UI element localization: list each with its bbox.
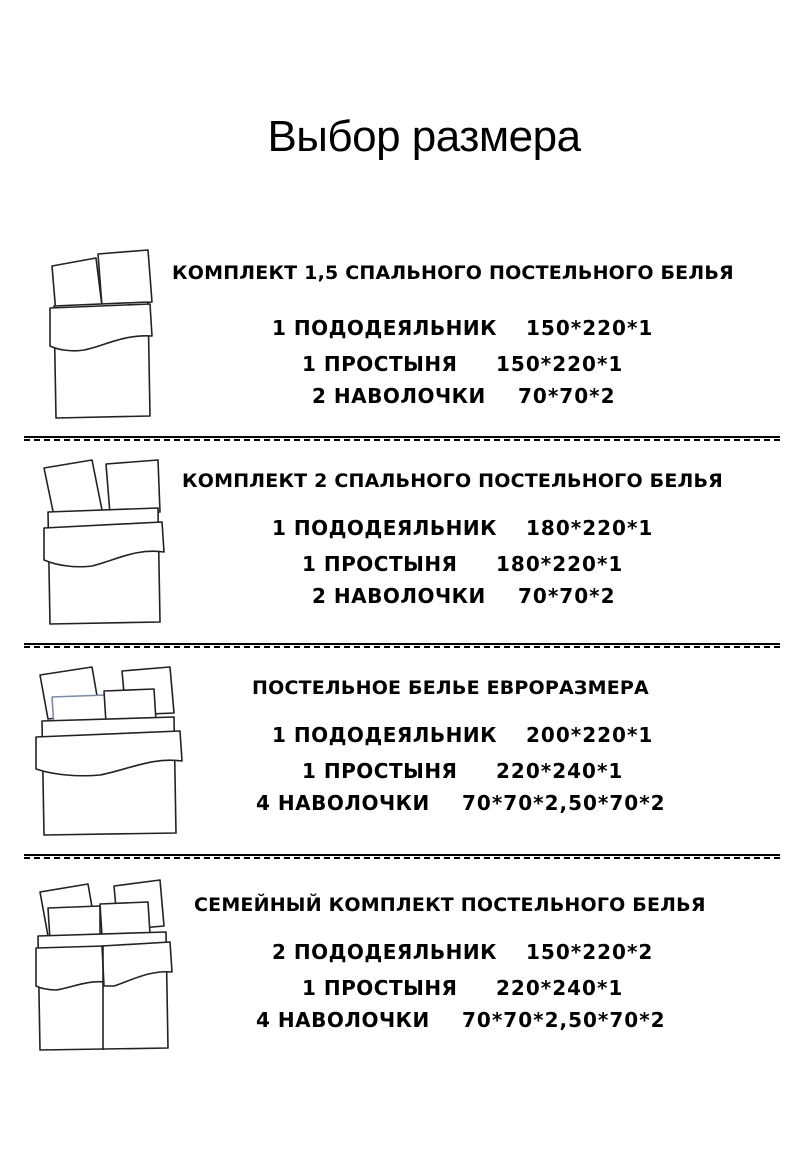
double-bed-two-pillows-icon (40, 456, 170, 632)
item-name: 1 ПРОСТЫНЯ (302, 352, 458, 376)
size-section-double (0, 470, 790, 680)
item-name: 1 ПОДОДЕЯЛЬНИК (272, 723, 497, 747)
item-name: 1 ПОДОДЕЯЛЬНИК (272, 516, 497, 540)
item-size: 70*70*2,50*70*2 (462, 1008, 666, 1032)
page-title: Выбор размера (267, 112, 581, 161)
item-name: 4 НАВОЛОЧКИ (256, 1008, 430, 1032)
item-size: 70*70*2 (518, 384, 616, 408)
item-name: 2 НАВОЛОЧКИ (312, 384, 486, 408)
section-title: КОМПЛЕКТ 2 СПАЛЬНОГО ПОСТЕЛЬНОГО БЕЛЬЯ (182, 470, 724, 492)
item-name: 1 ПОДОДЕЯЛЬНИК (272, 316, 497, 340)
size-section-family (0, 894, 790, 1104)
item-size: 180*220*1 (526, 516, 654, 540)
item-name: 1 ПРОСТЫНЯ (302, 552, 458, 576)
section-title: СЕМЕЙНЫЙ КОМПЛЕКТ ПОСТЕЛЬНОГО БЕЛЬЯ (194, 894, 706, 916)
item-name: 1 ПРОСТЫНЯ (302, 976, 458, 1000)
section-title: ПОСТЕЛЬНОЕ БЕЛЬЕ ЕВРОРАЗМЕРА (252, 677, 649, 699)
family-bed-two-duvets-icon (34, 876, 174, 1056)
single-bed-two-pillows-icon (44, 246, 162, 426)
section-divider (24, 643, 780, 648)
item-size: 200*220*1 (526, 723, 654, 747)
item-name: 2 ПОДОДЕЯЛЬНИК (272, 940, 497, 964)
item-size: 150*220*1 (496, 352, 624, 376)
item-size: 180*220*1 (496, 552, 624, 576)
item-name: 2 НАВОЛОЧКИ (312, 584, 486, 608)
item-name: 4 НАВОЛОЧКИ (256, 791, 430, 815)
item-size: 220*240*1 (496, 759, 624, 783)
item-size: 70*70*2,50*70*2 (462, 791, 666, 815)
section-divider (24, 854, 780, 859)
item-name: 1 ПРОСТЫНЯ (302, 759, 458, 783)
euro-bed-four-pillows-icon (34, 663, 184, 841)
item-size: 150*220*2 (526, 940, 654, 964)
section-divider (24, 436, 780, 441)
item-size: 220*240*1 (496, 976, 624, 1000)
item-size: 150*220*1 (526, 316, 654, 340)
item-size: 70*70*2 (518, 584, 616, 608)
section-title: КОМПЛЕКТ 1,5 СПАЛЬНОГО ПОСТЕЛЬНОГО БЕЛЬЯ (172, 262, 734, 284)
